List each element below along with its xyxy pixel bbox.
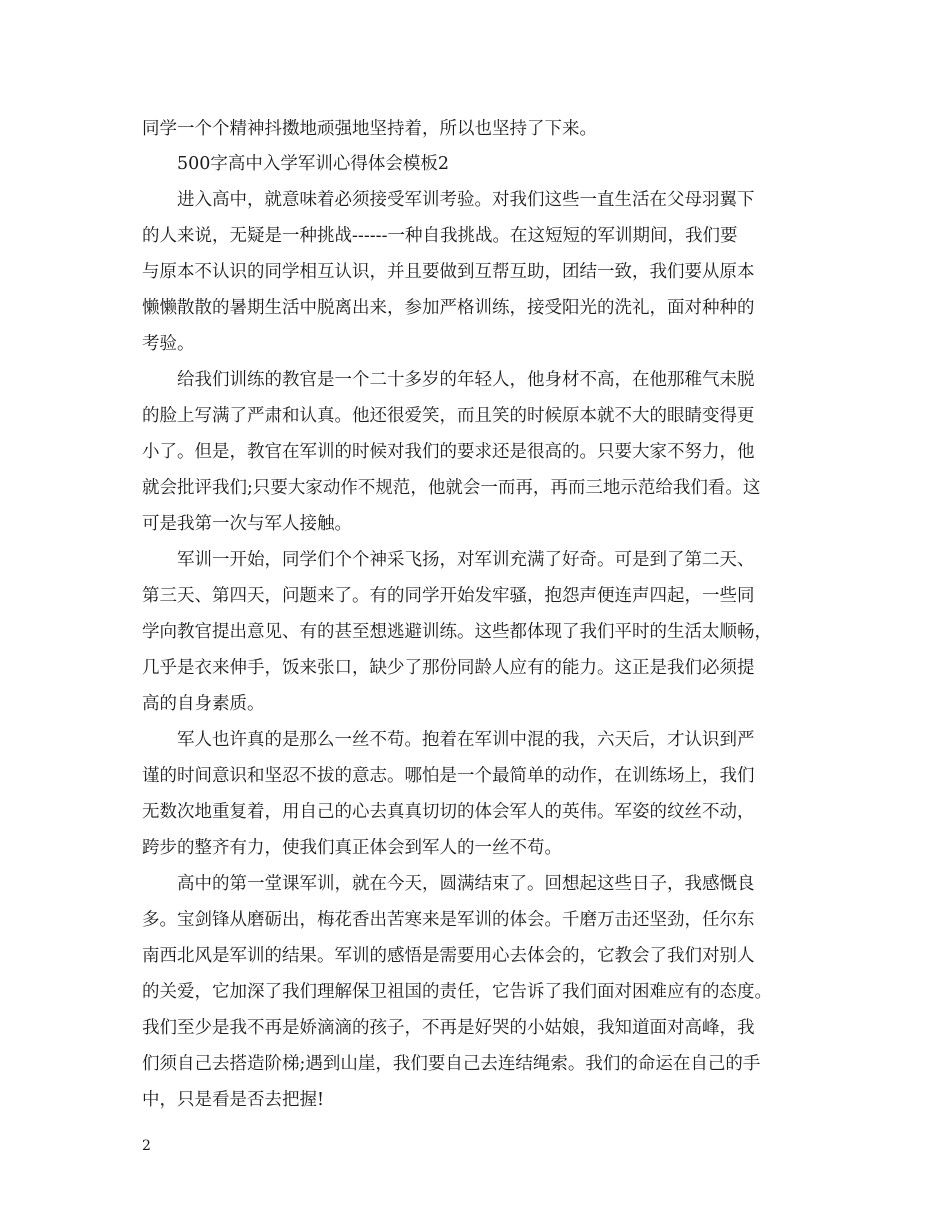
text-line: 可是我第一次与军人接触。 <box>142 514 352 534</box>
text-line: 南西北风是军训的结果。军训的感悟是需要用心去体会的，它教会了我们对别人 <box>142 946 755 966</box>
text-line: 几乎是衣来伸手，饭来张口，缺少了那份同龄人应有的能力。这正是我们必须提 <box>142 658 755 678</box>
text-line: 小了。但是，教官在军训的时候对我们的要求还是很高的。只要大家不努力，他 <box>142 442 755 462</box>
text-line: 中，只是看是否去把握! <box>142 1090 325 1110</box>
section-heading: 500字高中入学军训心得体会模板2 <box>177 154 450 174</box>
text-line: 学向教官提出意见、有的甚至想逃避训练。这些都体现了我们平时的生活太顺畅， <box>142 622 772 642</box>
text-line: 军人也许真的是那么一丝不苟。抱着在军训中混的我，六天后，才认识到严 <box>177 730 755 750</box>
text-line: 跨步的整齐有力，使我们真正体会到军人的一丝不苟。 <box>142 838 562 858</box>
text-line: 进入高中，就意味着必须接受军训考验。对我们这些一直生活在父母羽翼下 <box>177 190 755 210</box>
text-line: 无数次地重复着，用自己的心去真真切切的体会军人的英伟。军姿的纹丝不动， <box>142 802 755 822</box>
text-line: 多。宝剑锋从磨砺出，梅花香出苦寒来是军训的体会。千磨万击还坚劲，任尔东 <box>142 910 755 930</box>
text-line: 我们至少是我不再是娇滴滴的孩子，不再是好哭的小姑娘，我知道面对高峰，我 <box>142 1018 755 1038</box>
text-line: 考验。 <box>142 334 195 354</box>
text-line: 懒懒散散的暑期生活中脱离出来，参加严格训练，接受阳光的洗礼，面对种种的 <box>142 298 755 318</box>
text-line: 军训一开始，同学们个个神采飞扬，对军训充满了好奇。可是到了第二天、 <box>177 550 755 570</box>
text-line: 高中的第一堂课军训，就在今天，圆满结束了。回想起这些日子，我感慨良 <box>177 874 755 894</box>
text-line: 的脸上写满了严肃和认真。他还很爱笑，而且笑的时候原本就不大的眼睛变得更 <box>142 406 755 426</box>
text-line: 同学一个个精神抖擞地顽强地坚持着，所以也坚持了下来。 <box>142 119 597 139</box>
text-line: 给我们训练的教官是一个二十多岁的年轻人，他身材不高，在他那稚气未脱 <box>177 370 755 390</box>
page-number: 2 <box>142 1138 151 1154</box>
text-line: 的人来说，无疑是一种挑战------一种自我挑战。在这短短的军训期间，我们要 <box>142 226 738 246</box>
text-line: 第三天、第四天，问题来了。有的同学开始发牢骚，抱怨声便连声四起，一些同 <box>142 586 755 606</box>
text-line: 的关爱，它加深了我们理解保卫祖国的责任，它告诉了我们面对困难应有的态度。 <box>142 982 772 1002</box>
text-line: 们须自己去搭造阶梯;遇到山崖，我们要自己去连结绳索。我们的命运在自己的手 <box>142 1054 761 1074</box>
text-line: 就会批评我们;只要大家动作不规范，他就会一而再，再而三地示范给我们看。这 <box>142 478 761 498</box>
text-line: 高的自身素质。 <box>142 694 265 714</box>
text-line: 谨的时间意识和坚忍不拔的意志。哪怕是一个最简单的动作，在训练场上，我们 <box>142 766 755 786</box>
text-line: 与原本不认识的同学相互认识，并且要做到互帮互助，团结一致，我们要从原本 <box>142 262 755 282</box>
